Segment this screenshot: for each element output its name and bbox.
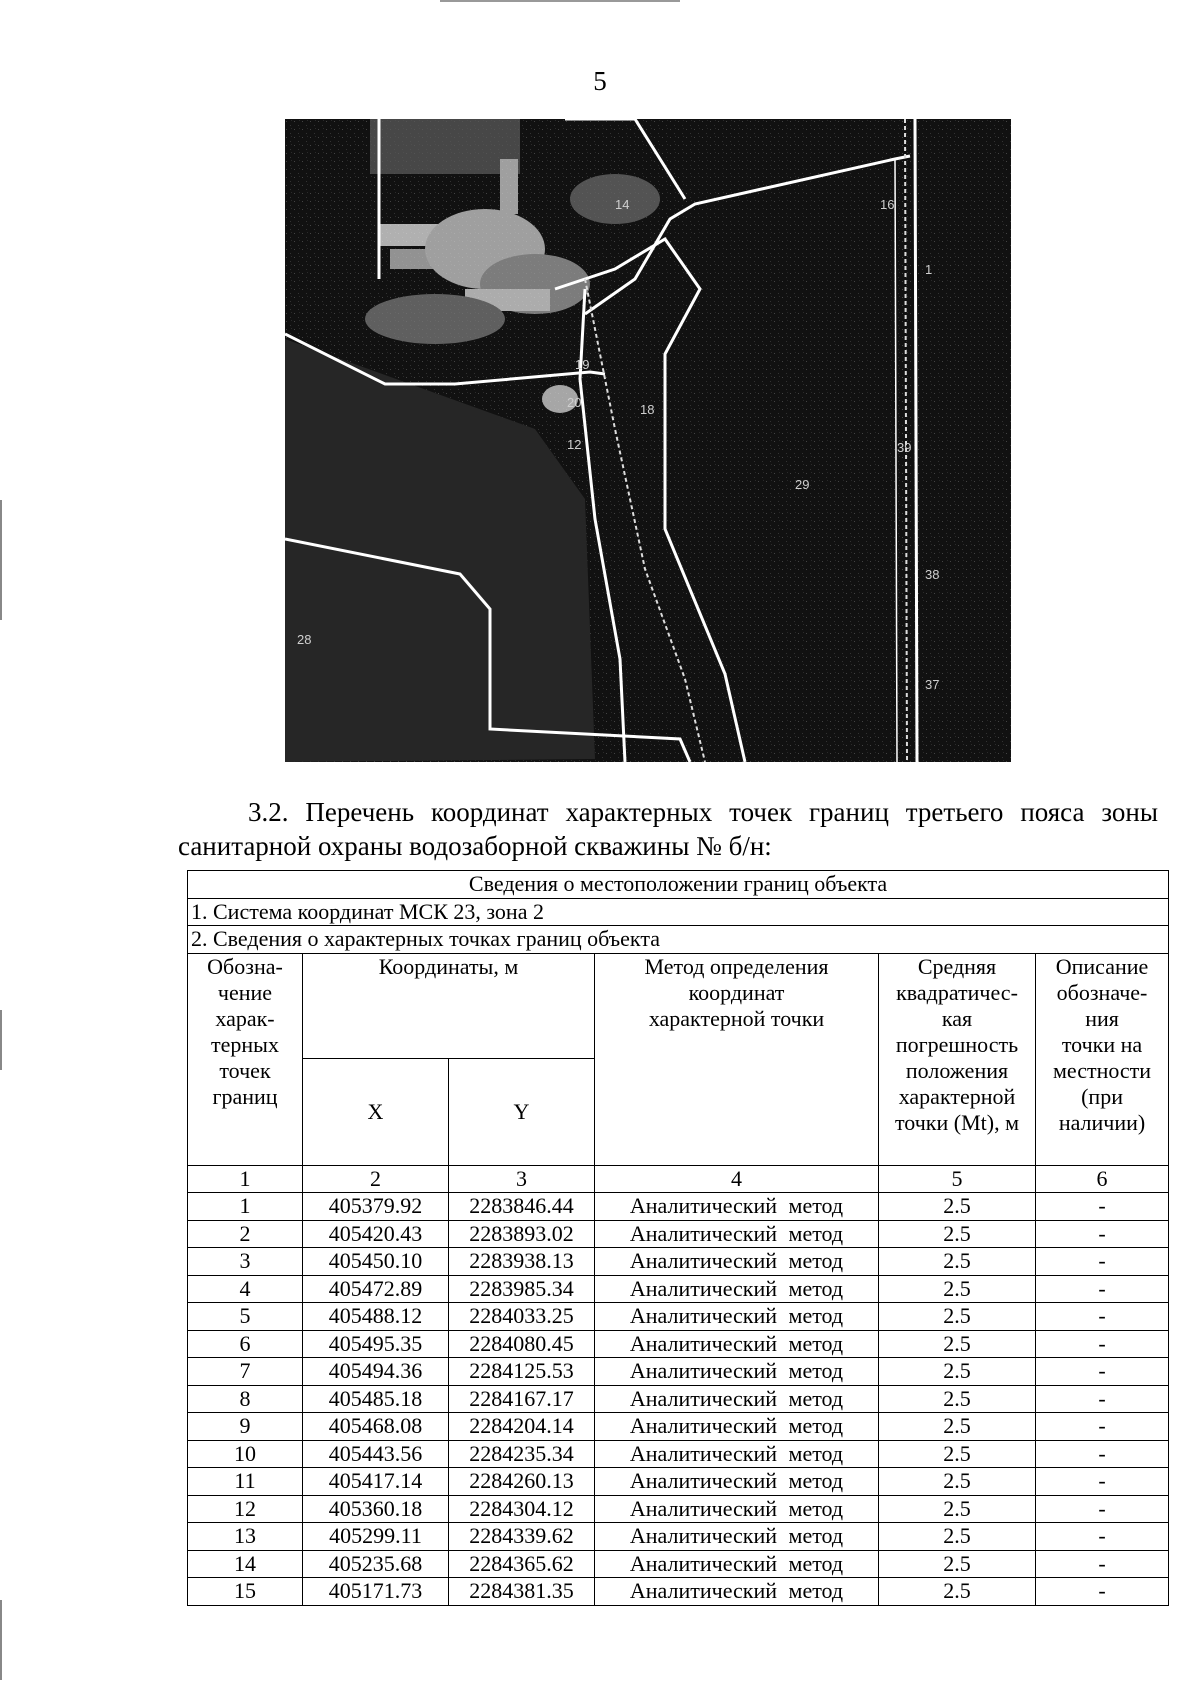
column-number: 2	[303, 1165, 449, 1193]
table-row	[188, 1385, 1169, 1413]
coord-y: 2284339.62	[449, 1523, 595, 1551]
map-point-label: 16	[880, 197, 895, 212]
point-number: 13	[188, 1523, 303, 1551]
coord-x: 405450.10	[303, 1248, 449, 1276]
map-point-label: 38	[925, 567, 940, 582]
coord-x: 405472.89	[303, 1275, 449, 1303]
point-number: 3	[188, 1248, 303, 1276]
coord-y: 2284381.35	[449, 1578, 595, 1606]
table-row	[188, 1275, 1169, 1303]
table-row	[188, 1550, 1169, 1578]
table-row	[188, 1330, 1169, 1358]
map-point-label: 19	[575, 357, 590, 372]
point-description: -	[1036, 1495, 1169, 1523]
map-point-label: 14	[615, 197, 630, 212]
coord-x: 405360.18	[303, 1495, 449, 1523]
map-point-label: 37	[925, 677, 940, 692]
method: Аналитический метод	[595, 1413, 879, 1441]
point-number: 5	[188, 1303, 303, 1331]
map-point-label: 29	[795, 477, 810, 492]
method: Аналитический метод	[595, 1578, 879, 1606]
page-number: 5	[593, 66, 607, 96]
point-description: -	[1036, 1578, 1169, 1606]
top-scan-line	[440, 0, 680, 2]
mean-error: 2.5	[879, 1248, 1036, 1276]
point-description: -	[1036, 1330, 1169, 1358]
table-row	[188, 1578, 1169, 1606]
method: Аналитический метод	[595, 1385, 879, 1413]
scan-mark	[0, 1010, 2, 1070]
table-rows	[188, 1193, 1169, 1606]
mean-error: 2.5	[879, 1523, 1036, 1551]
point-number: 1	[188, 1193, 303, 1221]
header-coordinates: Координаты, м	[303, 953, 595, 1058]
coord-x: 405488.12	[303, 1303, 449, 1331]
method: Аналитический метод	[595, 1303, 879, 1331]
coord-y: 2284260.13	[449, 1468, 595, 1496]
point-number: 10	[188, 1440, 303, 1468]
table-row	[188, 1358, 1169, 1386]
coord-x: 405443.56	[303, 1440, 449, 1468]
column-number: 6	[1036, 1165, 1169, 1193]
map-point-label: 20	[567, 395, 582, 410]
coord-y: 2284033.25	[449, 1303, 595, 1331]
coord-y: 2284080.45	[449, 1330, 595, 1358]
map-point-label: 28	[297, 632, 312, 647]
coordinates-table	[187, 870, 1169, 1606]
column-number: 1	[188, 1165, 303, 1193]
method: Аналитический метод	[595, 1248, 879, 1276]
coord-x: 405379.92	[303, 1193, 449, 1221]
coord-x: 405171.73	[303, 1578, 449, 1606]
point-description: -	[1036, 1220, 1169, 1248]
method: Аналитический метод	[595, 1495, 879, 1523]
method: Аналитический метод	[595, 1550, 879, 1578]
point-description: -	[1036, 1523, 1169, 1551]
table-row	[188, 1248, 1169, 1276]
map-point-label: 39	[897, 440, 912, 455]
point-number: 4	[188, 1275, 303, 1303]
coordinate-system: 1. Система координат МСК 23, зона 2	[188, 898, 1169, 926]
table-points-info-row	[188, 926, 1169, 954]
point-number: 6	[188, 1330, 303, 1358]
point-description: -	[1036, 1248, 1169, 1276]
mean-error: 2.5	[879, 1193, 1036, 1221]
point-description: -	[1036, 1303, 1169, 1331]
header-y: Y	[449, 1058, 595, 1165]
point-description: -	[1036, 1193, 1169, 1221]
point-number: 11	[188, 1468, 303, 1496]
mean-error: 2.5	[879, 1303, 1036, 1331]
column-number: 3	[449, 1165, 595, 1193]
scan-mark	[0, 1600, 2, 1680]
map-point-label: 1	[925, 262, 933, 277]
table-title: Сведения о местоположении границ объекта	[188, 871, 1169, 899]
table-header-row	[188, 953, 1169, 1058]
map-image	[285, 119, 1011, 762]
table-system-row	[188, 898, 1169, 926]
point-number: 14	[188, 1550, 303, 1578]
coord-x: 405420.43	[303, 1220, 449, 1248]
section-heading	[178, 795, 1158, 863]
header-method: Метод определения координат характерной точки	[595, 953, 879, 1165]
coord-y: 2283938.13	[449, 1248, 595, 1276]
mean-error: 2.5	[879, 1330, 1036, 1358]
method: Аналитический метод	[595, 1193, 879, 1221]
method: Аналитический метод	[595, 1468, 879, 1496]
table-row	[188, 1440, 1169, 1468]
point-number: 8	[188, 1385, 303, 1413]
table-row	[188, 1523, 1169, 1551]
mean-error: 2.5	[879, 1413, 1036, 1441]
header-x: X	[303, 1058, 449, 1165]
coord-y: 2284235.34	[449, 1440, 595, 1468]
table-row	[188, 1303, 1169, 1331]
mean-error: 2.5	[879, 1550, 1036, 1578]
method: Аналитический метод	[595, 1220, 879, 1248]
point-number: 15	[188, 1578, 303, 1606]
point-description: -	[1036, 1413, 1169, 1441]
mean-error: 2.5	[879, 1578, 1036, 1606]
coord-y: 2283893.02	[449, 1220, 595, 1248]
method: Аналитический метод	[595, 1523, 879, 1551]
table-title-row	[188, 871, 1169, 899]
header-description: Описание обозначе- ния точки на местности (при наличии)	[1036, 953, 1169, 1165]
point-description: -	[1036, 1275, 1169, 1303]
coord-y: 2284304.12	[449, 1495, 595, 1523]
method: Аналитический метод	[595, 1275, 879, 1303]
point-number: 9	[188, 1413, 303, 1441]
point-description: -	[1036, 1468, 1169, 1496]
mean-error: 2.5	[879, 1358, 1036, 1386]
coord-x: 405417.14	[303, 1468, 449, 1496]
point-description: -	[1036, 1440, 1169, 1468]
mean-error: 2.5	[879, 1495, 1036, 1523]
method: Аналитический метод	[595, 1440, 879, 1468]
table-row	[188, 1413, 1169, 1441]
table-row	[188, 1220, 1169, 1248]
table-row	[188, 1193, 1169, 1221]
point-number: 2	[188, 1220, 303, 1248]
heading-line-2: санитарной охраны водозаборной скважины № б/н:	[178, 831, 772, 861]
point-number: 7	[188, 1358, 303, 1386]
mean-error: 2.5	[879, 1220, 1036, 1248]
table-row	[188, 1468, 1169, 1496]
coord-y: 2284125.53	[449, 1358, 595, 1386]
mean-error: 2.5	[879, 1275, 1036, 1303]
mean-error: 2.5	[879, 1385, 1036, 1413]
heading-line-1: 3.2. Перечень координат характерных точек границ третьего пояса зоны	[248, 797, 1158, 827]
coord-y: 2284204.14	[449, 1413, 595, 1441]
mean-error: 2.5	[879, 1468, 1036, 1496]
point-description: -	[1036, 1550, 1169, 1578]
header-point-designation: Обозна- чение харак- терных точек границ	[188, 953, 303, 1165]
column-number-row	[188, 1165, 1169, 1193]
point-number: 12	[188, 1495, 303, 1523]
column-number: 5	[879, 1165, 1036, 1193]
coord-y: 2284365.62	[449, 1550, 595, 1578]
scan-mark	[0, 500, 2, 620]
map-svg	[285, 119, 1011, 762]
header-mean-error: Средняя квадратичес- кая погрешность положения характерной точки (Mt), м	[879, 953, 1036, 1165]
coord-y: 2283985.34	[449, 1275, 595, 1303]
coord-y: 2284167.17	[449, 1385, 595, 1413]
points-info: 2. Сведения о характерных точках границ объекта	[188, 926, 1169, 954]
method: Аналитический метод	[595, 1358, 879, 1386]
point-description: -	[1036, 1358, 1169, 1386]
coord-x: 405495.35	[303, 1330, 449, 1358]
mean-error: 2.5	[879, 1440, 1036, 1468]
map-point-label: 12	[567, 437, 582, 452]
method: Аналитический метод	[595, 1330, 879, 1358]
coord-x: 405494.36	[303, 1358, 449, 1386]
coord-y: 2283846.44	[449, 1193, 595, 1221]
column-number: 4	[595, 1165, 879, 1193]
coord-x: 405485.18	[303, 1385, 449, 1413]
coord-x: 405299.11	[303, 1523, 449, 1551]
coord-x: 405235.68	[303, 1550, 449, 1578]
point-description: -	[1036, 1385, 1169, 1413]
table-row	[188, 1495, 1169, 1523]
coord-x: 405468.08	[303, 1413, 449, 1441]
map-point-label: 18	[640, 402, 655, 417]
